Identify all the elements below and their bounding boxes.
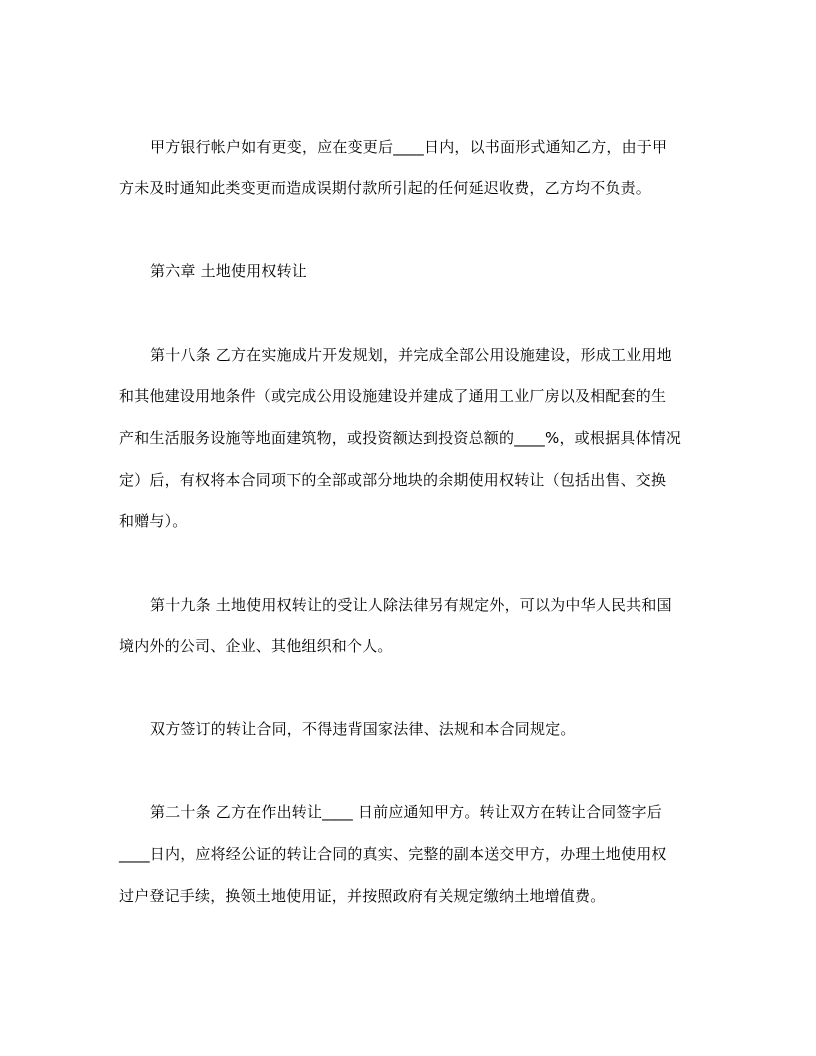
- paragraph-line: 第二十条 乙方在作出转让____ 日前应通知甲方。转让双方在转让合同签字后: [150, 803, 662, 821]
- paragraph-line: 第十九条 土地使用权转让的受让人除法律另有规定外，可以为中华人民共和国: [150, 596, 672, 614]
- paragraph-line: 产和生活服务设施等地面建筑物，或投资额达到投资总额的____%，或根据具体情况: [119, 429, 682, 447]
- paragraph-line: 定）后，有权将本合同项下的全部或部分地块的余期使用权转让（包括出售、交换: [119, 471, 667, 489]
- paragraph-line: 过户登记手续，换领土地使用证，并按照政府有关规定缴纳土地增值费。: [119, 887, 606, 905]
- paragraph-line: ____日内，应将经公证的转让合同的真实、完整的副本送交甲方，办理土地使用权: [119, 845, 667, 863]
- chapter-heading: 第六章 土地使用权转让: [150, 262, 307, 280]
- paragraph-line: 和其他建设用地条件（或完成公用设施建设并建成了通用工业厂房以及相配套的生: [119, 387, 667, 405]
- paragraph-line: 境内外的公司、企业、其他组织和个人。: [119, 637, 393, 655]
- paragraph-line: 甲方银行帐户如有更变，应在变更后____日内，以书面形式通知乙方，由于甲: [150, 138, 668, 156]
- paragraph-line: 和赠与）。: [119, 512, 188, 530]
- paragraph-line: 双方签订的转让合同，不得违背国家法律、法规和本合同规定。: [150, 720, 576, 738]
- paragraph-line: 第十八条 乙方在实施成片开发规划，并完成全部公用设施建设，形成工业用地: [150, 346, 672, 364]
- paragraph-line: 方未及时通知此类变更而造成误期付款所引起的任何延迟收费，乙方均不负责。: [119, 179, 652, 197]
